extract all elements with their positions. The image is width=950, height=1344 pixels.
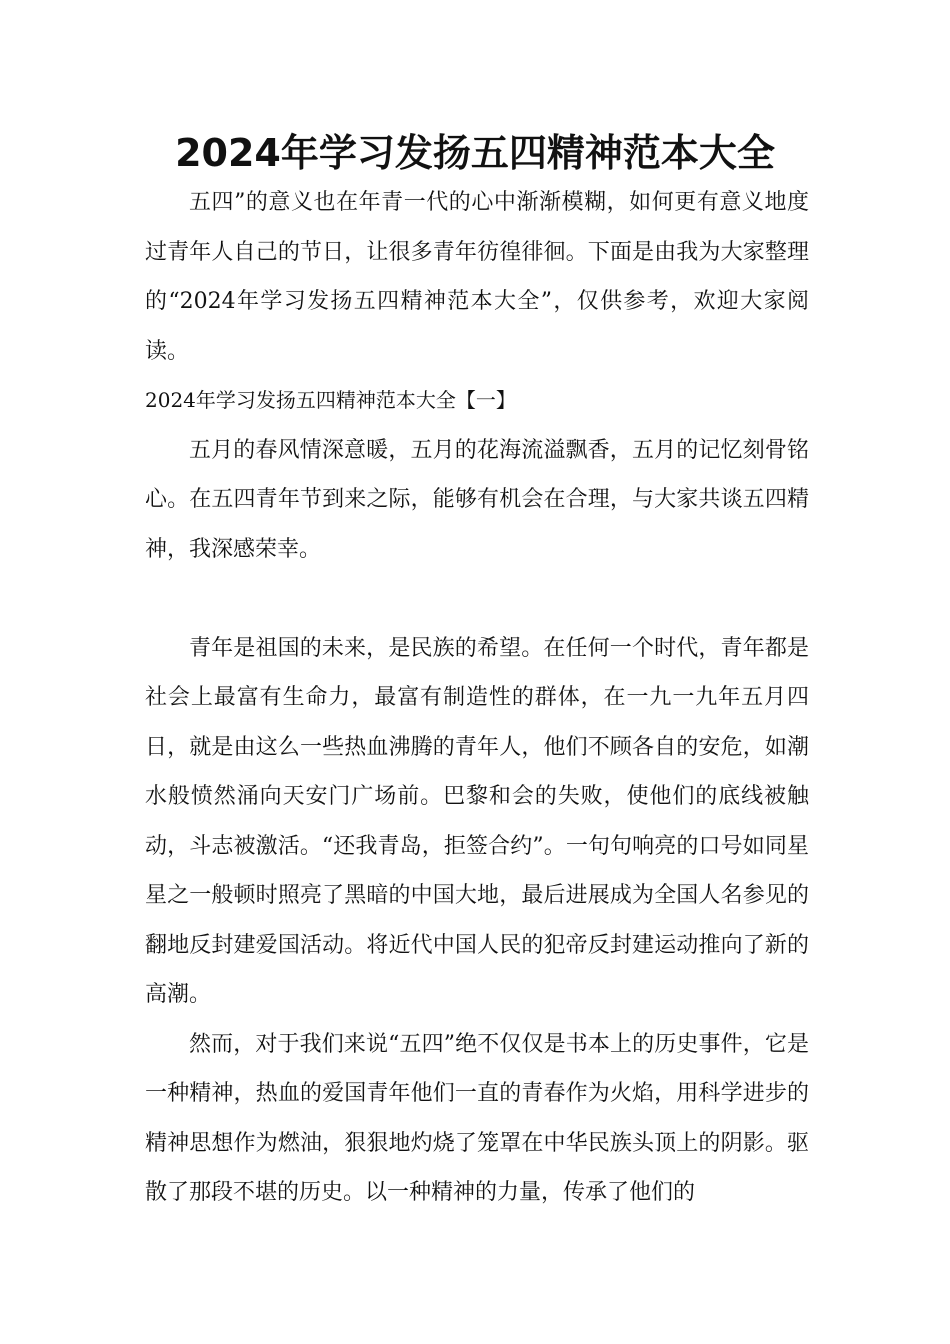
intro-paragraph: 五四”的意义也在年青一代的心中渐渐模糊，如何更有意义地度过青年人自己的节日，让很多青年彷徨徘徊。下面是由我为大家整理的“2024年学习发扬五四精神范本大全”，仅供参考，欢迎大家阅读。	[145, 190, 809, 364]
section-heading: 2024年学习发扬五四精神范本大全【一】	[145, 388, 516, 412]
document-title: 2024年学习发扬五四精神范本大全	[175, 131, 775, 175]
paragraph-1: 五月的春风情深意暖，五月的花海流溢飘香，五月的记忆刻骨铭心。在五四青年节到来之际，能够有机会在合理，与大家共谈五四精神，我深感荣幸。	[145, 437, 809, 562]
paragraph-3: 然而，对于我们来说“五四”绝不仅仅是书本上的历史事件，它是一种精神，热血的爱国青年他们一直的青春作为火焰，用科学进步的精神思想作为燃油，狠狠地灼烧了笼罩在中华民族头顶上的阴影。驱散了那段不堪的历史。以一种精神的力量，传承了他们的	[145, 1031, 809, 1205]
paragraph-2: 青年是祖国的未来，是民族的希望。在任何一个时代，青年都是社会上最富有生命力，最富有制造性的群体，在一九一九年五月四日，就是由这么一些热血沸腾的青年人，他们不顾各自的安危，如潮水般愤然涌向天安门广场前。巴黎和会的失败，使他们的底线被触动，斗志被激活。“还我青岛，拒签合约”。一句句响亮的口号如同星星之一般顿时照亮了黑暗的中国大地，最后进展成为全国人名参见的翻地反封建爱国活动。将近代中国人民的犯帝反封建运动推向了新的高潮。	[145, 635, 809, 1007]
blank-line	[145, 574, 809, 624]
document-body	[145, 178, 809, 1218]
